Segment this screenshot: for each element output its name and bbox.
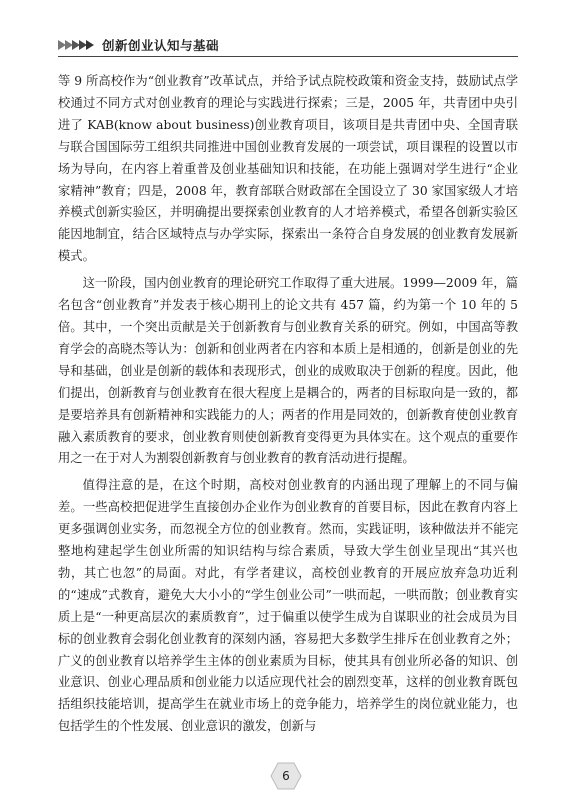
paragraph-3: 值得注意的是，在这个时期，高校对创业教育的内涵出现了理解上的不同与偏差。一些高校把促进学生直接创办企业作为创业教育的首要目标，因此在教育内容上更多强调创业实务，而忽视全方位的创业教育。然而，实践证明，该种做法并不能完整地构建起学生创业所需的知识结构与综合素质，导致大学生创业呈现出“其兴也勃，其亡也忽”的局面。对此，有学者建议，高校创业教育的开展应放弃急功近利的“速成”式教育，避免大大小小的“学生创业公司”一哄而起，一哄而散；创业教育实质上是“一种更高层次的素质教育”，过于偏重以使学生成为自谋职业的社会成员为目标的创业教育会弱化创业教育的深刻内涵，容易把大多数学生排斥在创业教育之外；广义的创业教育以培养学生主体的创业素质为目标，使其具有创业所必备的知识、创业意识、创业心理品质和创业能力以适应现代社会的剧烈变革，这样的创业教育既包括组织技能培训，提高学生在就业市场上的竞争能力，培养学生的岗位就业能力，也包括学生的个性发展、创业意识的激发，创新与 — [58, 478, 518, 734]
page-number: 6 — [282, 769, 290, 783]
paragraph-2: 这一阶段，国内创业教育的理论研究工作取得了重大进展。1999—2009 年，篇名包含“创业教育”并发表于核心期刊上的论文共有 457 篇，约为第一个 10 年的 5 倍。其中，一个突出贡献是关于创新教育与创业教育关系的研究。例如，中国高等教育学会的高晓杰等认为：创新和创业两者在内容和本质上是相通的，创新是创业的先导和基础，创业是创新的载体和表现形式，创业的成败取决于创新的程度。因此，他们提出，创新教育与创业教育在很大程度上是耦合的，两者的目标取向是一致的，都是要培养具有创新精神和实践能力的人；两者的作用是同效的，创新教育使创业教育融入素质教育的要求，创业教育则使创新教育变得更为具体实在。这个观点的重要作用之一在于对人为割裂创新教育与创业教育的教育活动进行提醒。 — [58, 276, 518, 466]
running-header — [58, 36, 518, 58]
body-text — [58, 71, 518, 743]
header-title: 创新创业认知与基础 — [102, 38, 220, 53]
header-rule — [58, 56, 518, 57]
paragraph-1: 等 9 所高校作为“创业教育”改革试点，并给予试点院校政策和资金支持，鼓励试点学校通过不同方式对创业教育的理论与实践进行探索；三是，2005 年，共青团中央引进了 KAB(know about business)创业教育项目，该项目是共青团中央、全国青联与联合国国际劳工组织共同推进中国创业教育发展的一项尝试，项目课程的设置以市场为导向，在内容上着重普及创业基础知识和技能，在功能上强调对学生进行“企业家精神”教育；四是，2008 年，教育部联合财政部在全国设立了 30 家国家级人才培养模式创新实验区，并明确提出要探索创业教育的人才培养模式，希望各创新实验区能因地制宜，结合区域特点与办学实际，探索出一条符合自身发展的创业教育发展新模式。 — [58, 74, 518, 264]
header-arrows-icon — [58, 40, 96, 50]
page-number-badge — [270, 762, 302, 790]
